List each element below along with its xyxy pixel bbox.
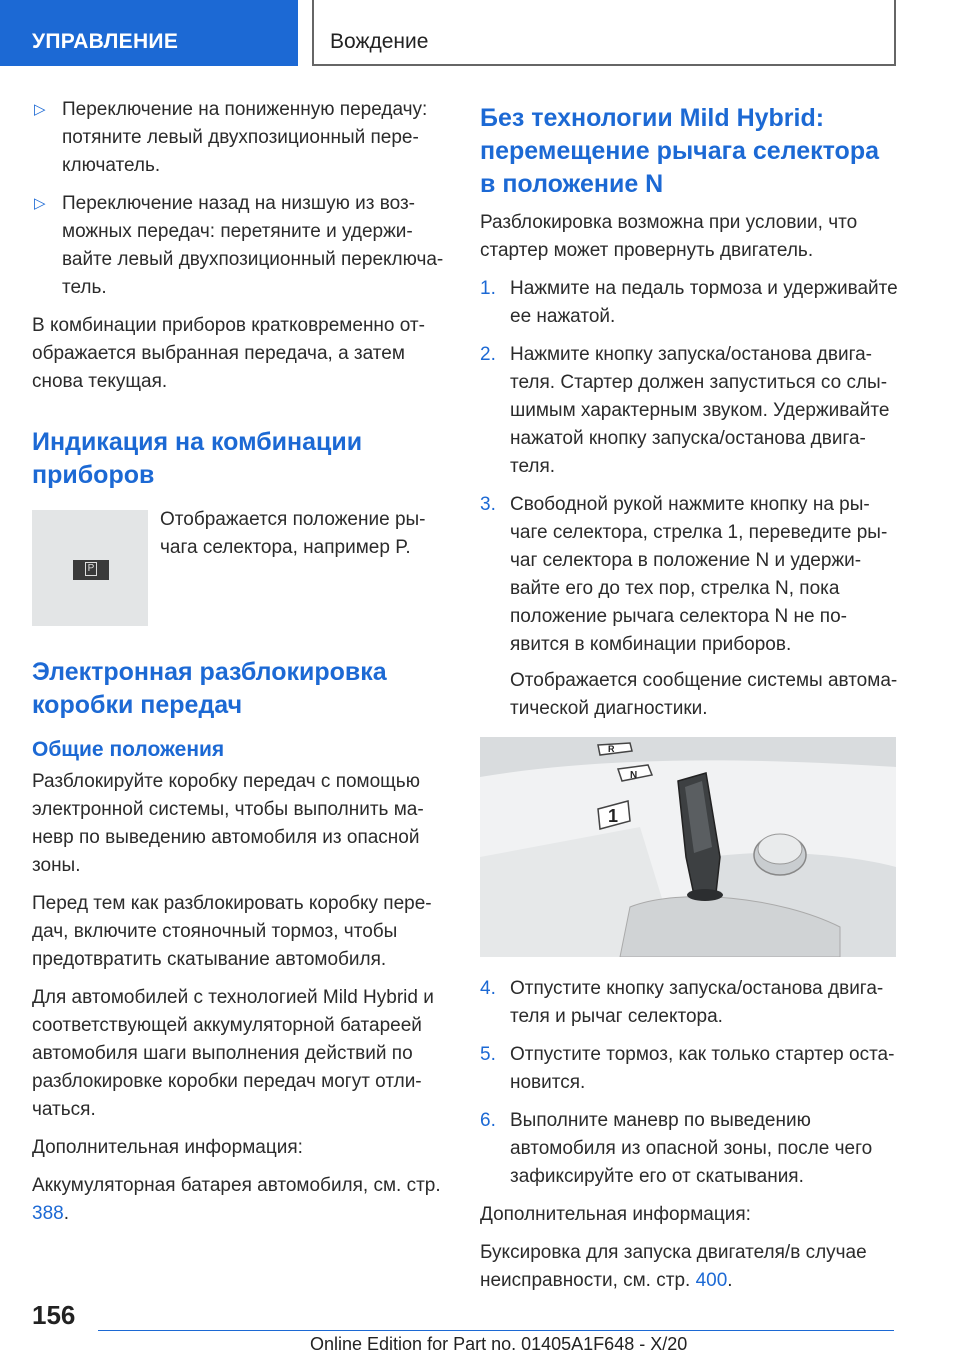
park-indicator-icon: P [73,560,109,580]
paragraph: Разблокировка возможна при условии, что стартер может провернуть двигатель. [480,212,858,261]
bullet-item: ▷ Переключение на пониженную передачу: потяните левый двухпозиционный пере-ключатель. [32,96,452,180]
triangle-bullet-icon: ▷ [34,101,46,118]
paragraph: Дополнительная информация: [480,1204,751,1225]
page-link-388[interactable]: 388 [32,1203,64,1224]
heading-general: Общие положения [32,738,225,761]
indication-block [32,506,452,626]
bullet-item: ▷ Переключение назад на низшую из воз-можных передач: перетяните и удержи-вайте левый двухпозиционный переключа-тель. [32,190,452,302]
paragraph: Разблокируйте коробку передач с помощью электронной системы, чтобы выполнить ма-невр по выведению автомобиля из опасной зоны. [32,771,424,876]
step-item: 3. Свободной рукой нажмите кнопку на ры-чаге селектора, стрелка 1, переведите ры-чаг селектора в положение N и удержи-вайте его до тех пор, стрелка N, пока положение рычага селектора N не по-явится в комбинации приборов. Отображается сообщение системы автома-тической диагностики. [480,494,898,719]
arrow-label-n: N [630,770,638,781]
left-column [32,96,452,1238]
heading-unlock: Электронная разблокировка коробки передач [32,658,387,719]
step-item: 4. Отпустите кнопку запуска/останова двига-теля и рычаг селектора. [480,978,884,1027]
cluster-display-image [32,510,148,626]
indication-text: Отображается положение ры-чага селектора, например P. [160,509,426,558]
section-tab: УПРАВЛЕНИЕ [0,0,298,66]
page-header [0,0,960,66]
paragraph-battery-ref: Аккумуляторная батарея автомобиля, см. стр. 388. [32,1175,441,1224]
paragraph: В комбинации приборов кратковременно от-ображается выбранная передача, а затем снова текущая. [32,315,425,392]
paragraph: Для автомобилей с технологией Mild Hybrid и соответствующей аккумуляторной батареей автомобиля шаги выполнения действий по разблокировке коробки передач могут отли-чаться. [32,987,434,1120]
step-item: 6. Выполните маневр по выведению автомобиля из опасной зоны, после чего зафиксируйте его от скатывания. [480,1110,873,1187]
footer-divider [98,1330,894,1331]
paragraph-towing-ref: Буксировка для запуска двигателя/в случае неисправности, см. стр. 400. [480,1242,867,1291]
step-item: 1. Нажмите на педаль тормоза и удерживайте ее нажатой. [480,278,898,327]
triangle-bullet-icon: ▷ [34,195,46,212]
edition-note: Online Edition for Part no. 01405A1F648 - X/20 [310,1334,688,1354]
page-link-400[interactable]: 400 [695,1270,728,1291]
heading-indication: Индикация на комбинации приборов [32,428,363,489]
chapter-title: Вождение [312,0,896,66]
step-item: 2. Нажмите кнопку запуска/останова двига-теля. Стартер должен запуститься со слы-шимым характерным звуком. Удерживайте нажатой кнопку запуска/останова двига-теля. [480,344,890,477]
page-number: 156 [32,1300,76,1330]
heading-mild-hybrid: Без технологии Mild Hybrid: перемещение рычага селектора в положение N [480,104,879,198]
gear-selector-illustration [480,737,896,957]
right-column [480,96,900,1305]
arrow-label-r: R [608,744,615,754]
step-item: 5. Отпустите тормоз, как только стартер оста-новится. [480,1044,895,1093]
paragraph: Дополнительная информация: [32,1137,303,1158]
gear-selector-photo [480,737,896,957]
paragraph: Перед тем как разблокировать коробку пере-дач, включите стояночный тормоз, чтобы предотвратить скатывание автомобиля. [32,893,432,970]
arrow-label-1: 1 [608,806,619,826]
